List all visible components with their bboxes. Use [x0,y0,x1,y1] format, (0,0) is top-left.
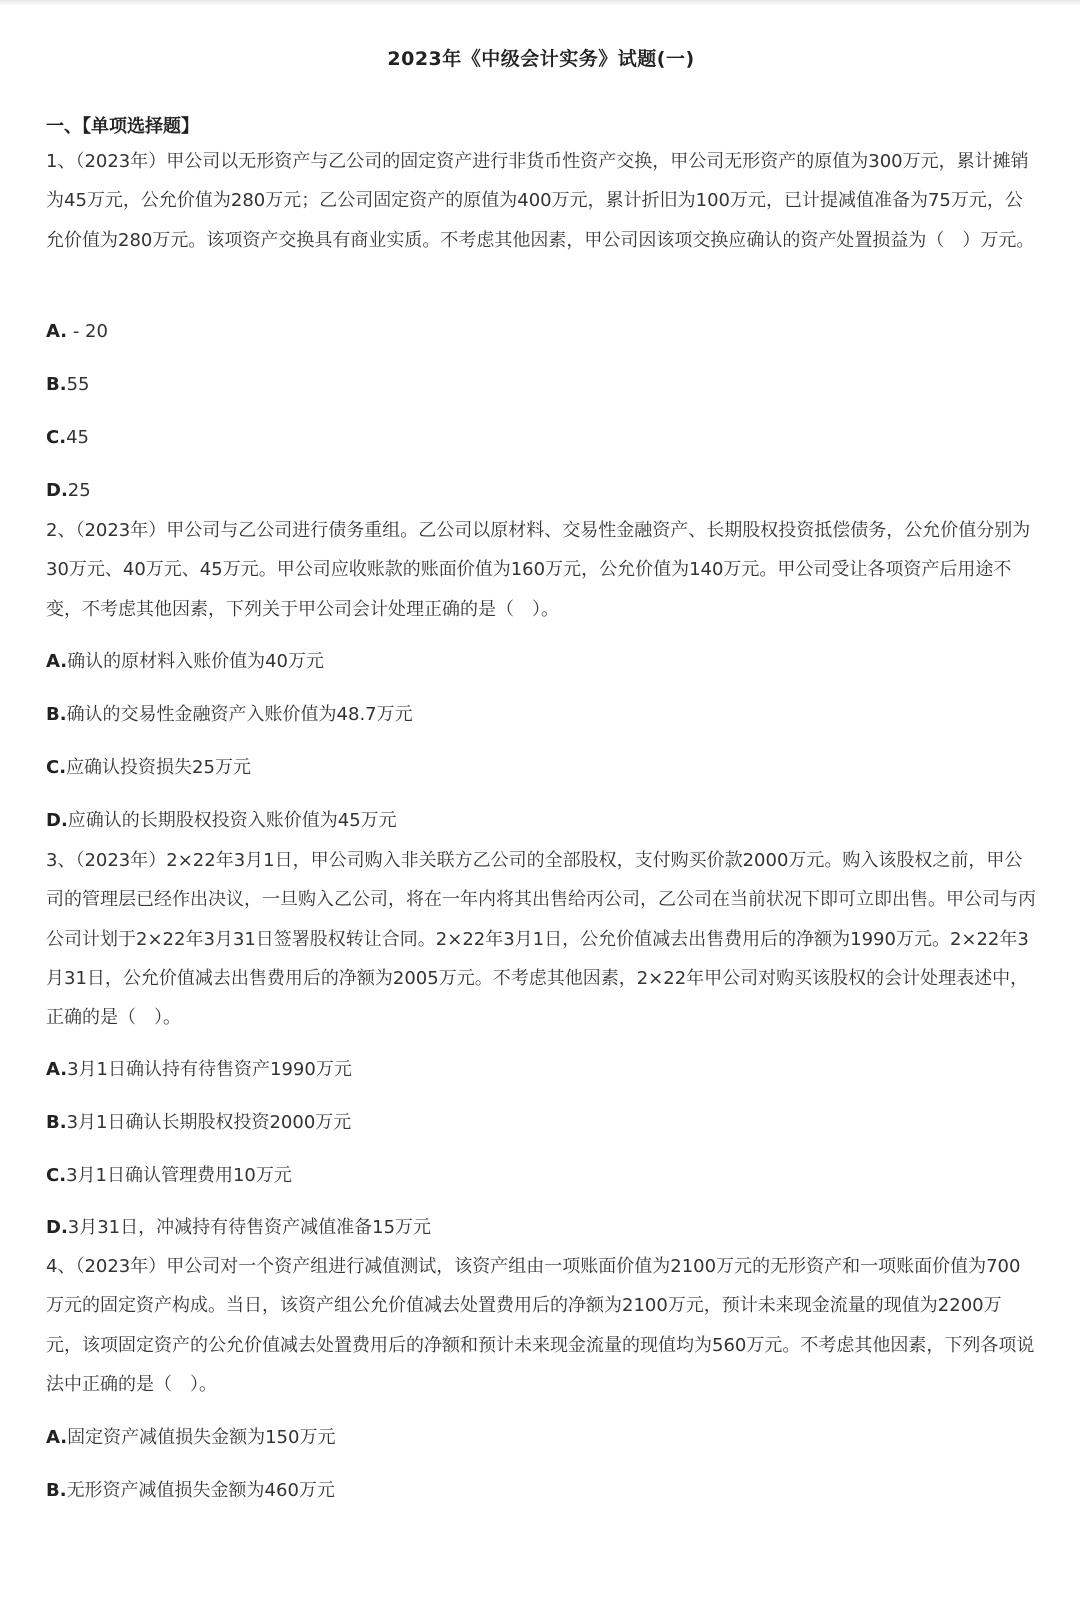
option-text: 固定资产减值损失金额为150万元 [67,1427,336,1448]
option-text: 3月1日确认长期股权投资2000万元 [66,1112,352,1133]
question-4-option-b[interactable] [46,1479,335,1503]
question-2-text: 2、（2023年）甲公司与乙公司进行债务重组。乙公司以原材料、交易性金融资产、长期股权投资抵偿债务，公允价值分别为30万元、40万元、45万元。甲公司应收账款的账面价值为160万元，公允价值为140万元。甲公司受让各项资产后用途不变，不考虑其他因素，下列关于甲公司会计处理正确的是（ ）。 [46,520,1031,620]
option-letter: B. [46,374,67,395]
question-3-option-a[interactable] [46,1058,352,1082]
option-letter: A. [46,1427,68,1448]
option-text: 3月31日，冲减持有待售资产减值准备15万元 [67,1217,432,1238]
option-letter: D. [46,1217,68,1238]
question-2-option-a[interactable] [46,650,324,674]
question-1-text: 1、（2023年）甲公司以无形资产与乙公司的固定资产进行非货币性资产交换，甲公司无形资产的原值为300万元，累计摊销为45万元，公允价值为280万元；乙公司固定资产的原值为400万元，累计折旧为100万元，已计提减值准备为75万元，公允价值为280万元。该项资产交换具有商业实质。不考虑其他因素，甲公司因该项交换应确认的资产处置损益为（ ）万元。 [46,151,1035,251]
option-text: 3月1日确认管理费用10万元 [66,1165,292,1186]
option-text: 45 [66,427,89,448]
top-edge-shadow [0,0,1080,6]
option-text: 25 [67,480,91,501]
option-text: 无形资产减值损失金额为460万元 [66,1480,335,1501]
question-1-option-a[interactable] [46,320,108,344]
question-2-option-c[interactable] [46,756,251,780]
question-1-option-c[interactable] [46,426,89,450]
question-1-option-b[interactable] [46,373,89,397]
option-text: 确认的交易性金融资产入账价值为48.7万元 [66,704,413,725]
option-letter: A. [46,651,68,672]
option-letter: A. [46,1059,68,1080]
question-3-option-c[interactable] [46,1164,292,1188]
question-4-text: 4、（2023年）甲公司对一个资产组进行减值测试，该资产组由一项账面价值为2100万元的无形资产和一项账面价值为700万元的固定资产构成。当日，该资产组公允价值减去处置费用后的净额为2100万元，预计未来现金流量的现值为2200万元，该项固定资产的公允价值减去处置费用后的净额和预计未来现金流量的现值均为560万元。不考虑其他因素，下列各项说法中正确的是（ ）。 [46,1256,1035,1395]
question-4-option-a[interactable] [46,1426,335,1450]
option-letter: A. [46,321,68,342]
option-letter: B. [46,704,67,725]
option-text: 3月1日确认持有待售资产1990万元 [67,1059,352,1080]
option-text: 确认的原材料入账价值为40万元 [67,651,325,672]
option-letter: C. [46,757,67,778]
question-3-option-d[interactable] [46,1216,431,1240]
question-3-text: 3、（2023年）2×22年3月1日，甲公司购入非关联方乙公司的全部股权，支付购买价款2000万元。购入该股权之前，甲公司的管理层已经作出决议，一旦购入乙公司，将在一年内将其出售给丙公司，乙公司在当前状况下即可立即出售。甲公司与丙公司计划于2×22年3月31日签署股权转让合同。2×22年3月1日，公允价值减去出售费用后的净额为1990万元。2×22年3月31日，公允价值减去出售费用后的净额为2005万元。不考虑其他因素，2×22年甲公司对购买该股权的会计处理表述中，正确的是（ ）。 [46,850,1036,1029]
option-text: 应确认投资损失25万元 [66,757,251,778]
option-letter: B. [46,1480,67,1501]
option-letter: C. [46,427,67,448]
option-letter: B. [46,1112,67,1133]
question-2-option-d[interactable] [46,809,397,833]
option-letter: C. [46,1165,67,1186]
section-heading: 一、【单项选择题】 [46,116,199,137]
option-text: 55 [66,374,90,395]
option-letter: D. [46,480,68,501]
option-text: - 20 [67,321,108,342]
document-title: 2023年《中级会计实务》试题(一) [387,48,695,70]
question-1-option-d[interactable] [46,479,91,503]
option-letter: D. [46,810,68,831]
option-text: 应确认的长期股权投资入账价值为45万元 [67,810,397,831]
question-3-option-b[interactable] [46,1111,351,1135]
question-2-option-b[interactable] [46,703,413,727]
